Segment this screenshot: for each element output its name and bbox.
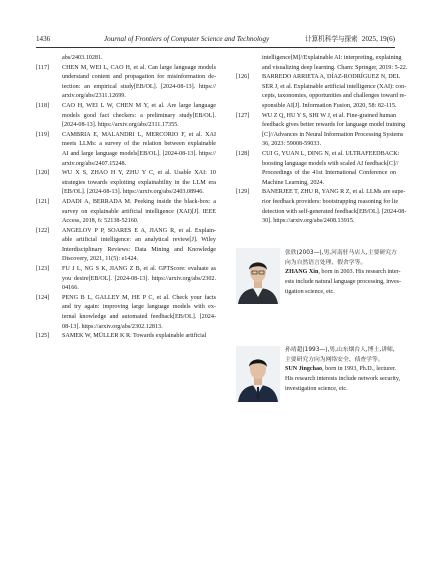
reference-number: [129] xyxy=(236,189,250,196)
reference-line: BANERJEE T, ZHU R, YANG R Z, et al. LLMs are supe- xyxy=(262,189,406,196)
bio-english-line xyxy=(285,268,401,278)
reference-line: WU Z Q, HU Y S, SHI W J, et al. Fine-grained human xyxy=(262,112,397,119)
reference-line: Access, 2018, 6: 52138-52160. xyxy=(62,218,139,225)
reference-line: [EB/OL]. [2024-08-13]. https://arxiv.org/abs/2403.08946. xyxy=(62,189,204,196)
reference-line: [C]//Advances in Neural Information Processing Systems xyxy=(262,131,404,138)
reference-entry xyxy=(36,64,216,102)
reference-line: PENG B L, GALLEY M, HE P C, et al. Check your facts xyxy=(62,294,216,301)
reference-line: AI and large language models[EB/OL]. [2024-08-13]. https:// xyxy=(62,150,216,157)
reference-line: rior feedback providers: bootstrapping reasoning for lie xyxy=(262,198,399,205)
reference-line: arxiv.org/abs/2407.15248. xyxy=(62,160,127,167)
bio-english-line xyxy=(285,375,401,385)
reference-line: SER J, et al. Explainable artificial intelligence (XAI): con- xyxy=(262,83,407,90)
author-photo-sun-jingchao xyxy=(236,346,280,402)
reference-number: [123] xyxy=(36,266,50,273)
reference-line: BARREDO ARRIETA A, DÍAZ-RODRÍGUEZ N, DEL xyxy=(262,74,401,81)
reference-line: abs/2403.10281. xyxy=(62,55,103,61)
reference-line: FU J L, NG S K, JIANG Z B, et al. GPTScore: evaluate as xyxy=(62,266,216,273)
reference-entry xyxy=(36,54,216,64)
reference-line: CHEN M, WEI L, CAO H, et al. Can large language models xyxy=(62,64,216,71)
reference-line: meets LLMs: a survey of the relation between explainable xyxy=(62,141,216,148)
reference-line: and try again: improving large language models with ex- xyxy=(62,304,216,311)
bio-text: investigation science, etc. xyxy=(285,385,348,392)
reference-line: CAMBRIA E, MALANDRI L, MERCORIO F, et al. XAI xyxy=(62,131,216,138)
reference-entry xyxy=(236,73,407,111)
reference-entry xyxy=(36,265,216,294)
references-left-column xyxy=(36,54,216,342)
reference-line: 08-13]. https://arxiv.org/abs/2302.12813. xyxy=(62,323,163,330)
reference-number: [117] xyxy=(36,64,50,71)
reference-line: ADADI A, BERRADA M. Peeking inside the black-box: a xyxy=(62,198,216,205)
reference-line: Machine Learning, 2024. xyxy=(262,179,325,186)
reference-line: ANGELOV P P, SOARES E A, JIANG R, et al. Explain- xyxy=(62,227,216,234)
bio-text: His research interests include network security, xyxy=(285,376,401,383)
references-right-column xyxy=(236,54,408,227)
author-bio-sun-jingchao xyxy=(285,346,401,395)
journal-title-chinese: 计算机科学与探索 xyxy=(305,35,358,43)
bio-text: ests include natural language processing, inves- xyxy=(285,279,402,286)
bio-english-line xyxy=(285,365,397,375)
bio-chinese-line: 孙靖超(1993—),男,山东烟台人,博士,讲师, xyxy=(285,347,395,353)
reference-entry xyxy=(36,332,216,342)
reference-line: sponsible AI[J]. Information Fusion, 2020, 58: 82-115. xyxy=(262,102,397,109)
bio-english-line xyxy=(285,288,397,298)
reference-entry xyxy=(36,102,216,131)
reference-line: SAMEK W, MÜLLER K R. Towards explainable artificial xyxy=(62,333,207,340)
reference-line: you desire[EB/OL]. [2024-08-13]. https://arxiv.org/abs/2302. xyxy=(62,275,216,282)
reference-line: survey on explainable artificial intelligence (XAI)[J]. IEEE xyxy=(62,208,216,215)
reference-line: feedback gives better rewards for language model training xyxy=(262,122,406,129)
reference-line: 30]. https://arxiv.org/abs/2408.13915. xyxy=(262,218,355,225)
reference-line: CAO H, WEI L W, CHEN M Y, et al. Are large language xyxy=(62,102,216,109)
reference-line: models good fact checkers: a preliminary study[EB/OL]. xyxy=(62,112,216,119)
reference-entry xyxy=(36,169,216,198)
reference-number: [124] xyxy=(36,294,50,301)
author-name: SUN Jingchao xyxy=(285,366,323,373)
reference-number: [118] xyxy=(36,102,50,109)
reference-entry xyxy=(36,131,216,169)
reference-entry xyxy=(236,188,407,226)
running-header xyxy=(36,33,395,45)
bio-text: tigation science, etc. xyxy=(285,288,335,295)
reference-number: [119] xyxy=(36,131,50,138)
bio-chinese-line: 主要研究方向为网络安全、侦查学等。 xyxy=(285,356,384,363)
bio-chinese-line: 向为自然语言处理、假舍学等。 xyxy=(285,259,367,266)
reference-line: detection with self-generated feedback[EB/OL]. [2024-08- xyxy=(262,208,407,215)
bio-chinese-line: 张欣(2003—),男,河南驻马店人,主要研究方 xyxy=(285,250,397,256)
reference-line: understand content and propagation for misinformation de- xyxy=(62,74,216,81)
bio-english-line xyxy=(285,385,397,395)
author-bio-zhang-xin xyxy=(285,249,402,298)
reference-entry xyxy=(36,198,216,227)
reference-line: boosting language models with scaled AI feedback[C]// xyxy=(262,160,399,167)
reference-line: CUI G, YUAN L, DING N, et al. ULTRAFEEDBACK: xyxy=(262,150,400,157)
reference-entry xyxy=(236,150,400,188)
author-name: ZHANG Xin xyxy=(285,269,319,276)
reference-line: ternal knowledge and automated feedback[EB/OL]. [2024- xyxy=(62,314,216,321)
reference-line: Proceedings of the 41st International Conference on xyxy=(262,170,396,177)
volume-issue: 2025, 19(6) xyxy=(361,35,395,43)
reference-line: arxiv.org/abs/2311.12699. xyxy=(62,93,126,100)
journal-title: Journal of Frontiers of Computer Science and Technology xyxy=(104,35,270,43)
reference-number: [121] xyxy=(36,198,50,205)
reference-entry xyxy=(236,54,408,73)
reference-line: 36, 2023: 59008-59033. xyxy=(262,141,322,148)
reference-entry xyxy=(36,294,216,332)
reference-entry xyxy=(236,112,406,150)
reference-line: able artificial intelligence: an analytical review[J]. Wiley xyxy=(62,237,216,244)
reference-line: 04166. xyxy=(62,285,79,292)
reference-number: [127] xyxy=(236,112,250,119)
reference-line: WU X S, ZHAO H Y, ZHU Y C, et al. Usable XAI: 10 xyxy=(62,170,216,177)
reference-number: [125] xyxy=(36,333,50,340)
author-photo-zhang-xin xyxy=(236,248,280,304)
reference-line: Discovery, 2021, 11(5): e1424. xyxy=(62,256,139,263)
reference-line: tection: an empirical study[EB/OL]. [2024-08-13]. https:// xyxy=(62,83,216,90)
bio-text: , born in 1993, Ph.D., lecturer. xyxy=(322,366,397,373)
reference-entry xyxy=(36,227,216,265)
page-number: 1436 xyxy=(36,35,51,43)
bio-text: , born in 2003. His research inter- xyxy=(318,269,401,276)
reference-number: [122] xyxy=(36,227,50,234)
reference-line: intelligence[M]//Explainable AI: interpreting, explaining xyxy=(262,55,402,61)
reference-line: cepts, taxonomies, opportunities and challenges toward re- xyxy=(262,93,407,100)
reference-line: Interdisciplinary Reviews: Data Mining and Knowledge xyxy=(62,246,216,253)
bio-english-line xyxy=(285,278,402,288)
reference-line: [2024-08-13]. https://arxiv.org/abs/2311.17355. xyxy=(62,122,179,129)
header-rule xyxy=(36,47,395,48)
reference-number: [128] xyxy=(236,150,250,157)
reference-line: strategies towards exploiting explainability in the LLM era xyxy=(62,179,216,186)
reference-number: [126] xyxy=(236,74,250,81)
reference-number: [120] xyxy=(36,170,50,177)
reference-line: and visualizing deep learning. Cham: Springer, 2019: 5-22. xyxy=(262,64,408,71)
